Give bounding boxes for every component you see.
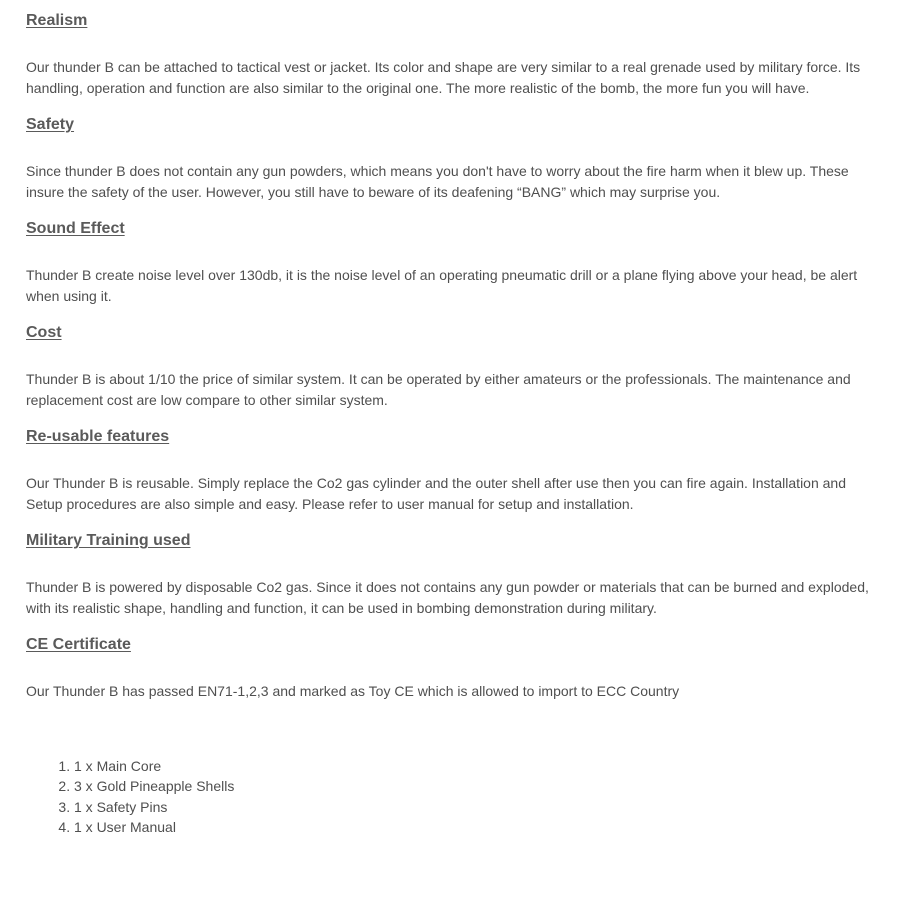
- section-safety: [26, 114, 876, 202]
- section-ce-certificate: [26, 634, 876, 702]
- section-body: Since thunder B does not contain any gun powders, which means you don't have to worry about the fire harm when it blew up. These insure the safety of the user. However, you still have to beware of its deafening “BANG” which may surprise you.: [26, 163, 849, 200]
- list-item: 4. 1 x User Manual: [74, 817, 876, 838]
- section-body: Our Thunder B has passed EN71-1,2,3 and marked as Toy CE which is allowed to import to ECC Country: [26, 683, 680, 699]
- section-body: Thunder B create noise level over 130db, it is the noise level of an operating pneumatic drill or a plane flying above your head, be alert when using it.: [26, 267, 858, 304]
- section-heading: Military Training used: [26, 532, 191, 549]
- section-cost: [26, 322, 876, 410]
- section-body: Thunder B is about 1/10 the price of similar system. It can be operated by either amateurs or the professionals. The maintenance and replacement cost are low compare to other similar system.: [26, 371, 851, 408]
- section-body: Our thunder B can be attached to tactical vest or jacket. Its color and shape are very similar to a real grenade used by military force. Its handling, operation and function are also similar to the original one. The more realistic of the bomb, the more fun you will have.: [26, 59, 861, 96]
- section-heading: Re-usable features: [26, 428, 170, 445]
- list-item: 2. 3 x Gold Pineapple Shells: [74, 776, 876, 797]
- list-item: 1. 1 x Main Core: [74, 756, 876, 777]
- section-body: Thunder B is powered by disposable Co2 gas. Since it does not contains any gun powder or materials that can be burned and exploded, with its realistic shape, handling and function, it can be used in bombing demonstration during military.: [26, 579, 869, 616]
- section-heading: Sound Effect: [26, 220, 125, 237]
- section-realism: [26, 10, 876, 98]
- section-reusable-features: [26, 426, 876, 514]
- section-heading: Cost: [26, 324, 62, 341]
- section-heading: Safety: [26, 116, 75, 133]
- list-item: 3. 1 x Safety Pins: [74, 797, 876, 818]
- package-contents-list: [26, 756, 876, 838]
- section-heading: Realism: [26, 12, 88, 29]
- section-military-training: [26, 530, 876, 618]
- section-heading: CE Certificate: [26, 636, 131, 653]
- section-sound-effect: [26, 218, 876, 306]
- section-body: Our Thunder B is reusable. Simply replace the Co2 gas cylinder and the outer shell after use then you can fire again. Installation and Setup procedures are also simple and easy. Please refer to user manual for setup and installation.: [26, 475, 846, 512]
